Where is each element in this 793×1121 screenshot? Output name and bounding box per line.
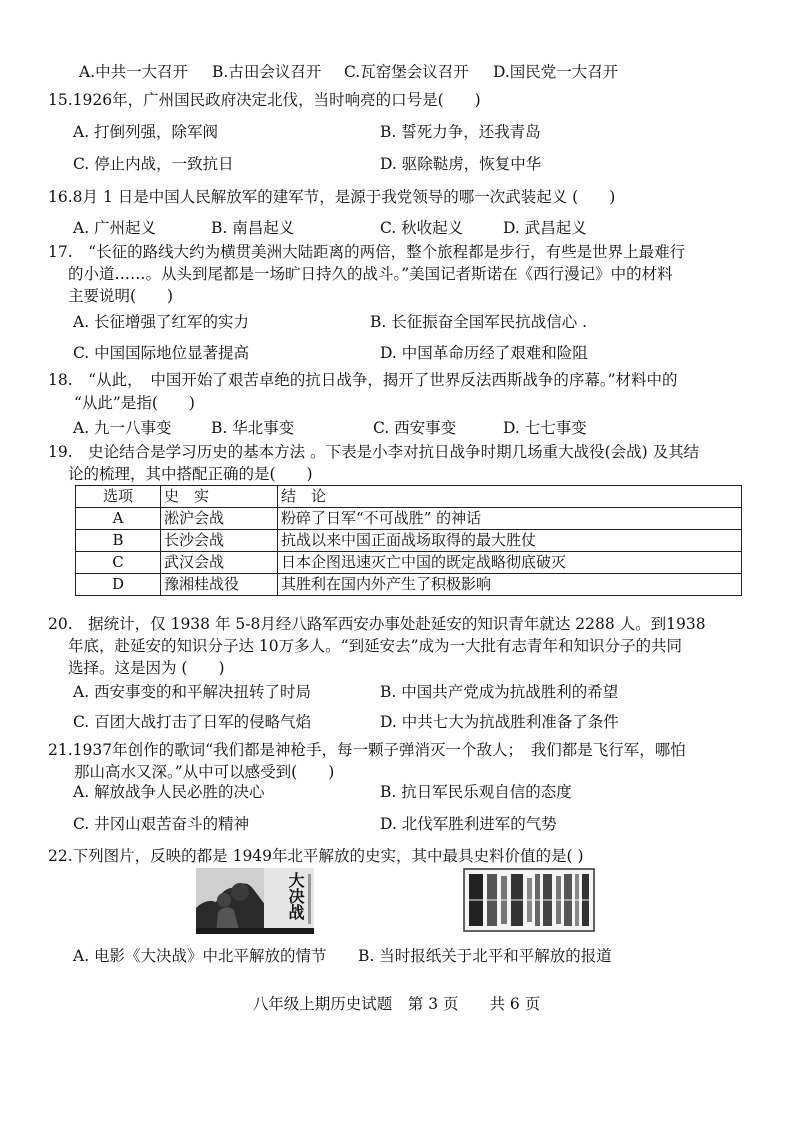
q16-option-a: A. 广州起义 [73, 219, 157, 237]
q14-option-b: B.古田会议召开 [212, 63, 322, 81]
q21-stem-line-2: 那山高水又深。”从中可以感受到( ) [74, 763, 335, 781]
table-row [76, 530, 742, 552]
q19-table [75, 485, 742, 596]
table-cell: 粉碎了日军“不可战胜” 的神话 [278, 508, 742, 530]
q14-option-d: D.国民党一大召开 [493, 63, 619, 81]
page-footer: 八年级上期历史试题 第 3 页 共 6 页 [252, 995, 541, 1013]
q19-stem-line-2: 论的梳理，其中搭配正确的是( ) [68, 465, 313, 483]
q22-stem: 22.下列图片，反映的都是 1949年北平解放的史实，其中最具史料价值的是( ) [48, 847, 584, 865]
table-header-cell: 史 实 [161, 486, 278, 508]
q17-option-d: D. 中国革命历经了艰难和险阻 [380, 344, 588, 362]
table-cell: 长沙会战 [161, 530, 278, 552]
q22-option-a: A. 电影《大决战》中北平解放的情节 [73, 947, 327, 965]
table-cell: 豫湘桂战役 [161, 574, 278, 596]
table-cell: B [76, 530, 161, 552]
newspaper-graphic [463, 868, 595, 932]
q20-stem-line-2: 年底，赴延安的知识分子达 10万多人。“到延安去”成为一大批有志青年和知识分子的共同 [68, 637, 683, 655]
q14-option-a: A.中共一大召开 [79, 63, 189, 81]
q15-option-d: D. 驱除鞑虏，恢复中华 [380, 155, 542, 173]
table-row [76, 508, 742, 530]
poster-title: 大决战 [286, 872, 305, 920]
q18-option-a: A. 九一八事变 [73, 419, 172, 437]
q20-option-c: C. 百团大战打击了日军的侵略气焰 [73, 713, 312, 731]
q16-stem: 16.8月 1 日是中国人民解放军的建军节，是源于我党领导的哪一次武装起义 ( ) [48, 188, 616, 206]
q21-option-a: A. 解放战争人民必胜的决心 [73, 783, 265, 801]
q22-option-b: B. 当时报纸关于北平和平解放的报道 [358, 947, 612, 965]
q20-stem-line-1: 20. 据统计，仅 1938 年 5-8月经八路军西安办事处赴延安的知识青年就达 2288 人。到1938 [48, 615, 706, 633]
table-cell: A [76, 508, 161, 530]
table-cell: 其胜利在国内外产生了积极影响 [278, 574, 742, 596]
q19-stem-line-1: 19. 史论结合是学习历史的基本方法 。下表是小李对抗日战争时期几场重大战役(会战) 及其结 [48, 443, 700, 461]
poster-bottom-band [196, 928, 314, 934]
table-cell: 武汉会战 [161, 552, 278, 574]
q15-option-b: B. 誓死力争，还我青岛 [380, 123, 541, 141]
q18-option-d: D. 七七事变 [503, 419, 587, 437]
q18-stem-line-2: “从此”是指( ) [74, 394, 195, 412]
q15-option-c: C. 停止内战，一致抗日 [73, 155, 234, 173]
q21-option-c: C. 井冈山艰苦奋斗的精神 [73, 815, 250, 833]
table-row [76, 552, 742, 574]
q17-stem-line-1: 17. “长征的路线大约为横贯美洲大陆距离的两倍，整个旅程都是步行，有些是世界上最难行 [48, 243, 686, 261]
table-header-cell: 选项 [76, 486, 161, 508]
table-cell: D [76, 574, 161, 596]
table-header-cell: 结 论 [278, 486, 742, 508]
q20-option-a: A. 西安事变的和平解决扭转了时局 [73, 683, 312, 701]
q21-option-b: B. 抗日军民乐观自信的态度 [380, 783, 572, 801]
newspaper-image [463, 868, 595, 932]
q17-option-c: C. 中国国际地位显著提高 [73, 344, 250, 362]
movie-poster-image [196, 868, 314, 934]
q15-option-a: A. 打倒列强，除军阀 [73, 123, 219, 141]
q14-option-c: C.瓦窑堡会议召开 [344, 63, 469, 81]
table-cell: 日本企图迅速灭亡中国的既定战略彻底破灭 [278, 552, 742, 574]
q16-option-b: B. 南昌起义 [211, 219, 295, 237]
table-cell: 抗战以来中国正面战场取得的最大胜仗 [278, 530, 742, 552]
q18-option-c: C. 西安事变 [373, 419, 457, 437]
q21-option-d: D. 北伐军胜利进军的气势 [380, 815, 557, 833]
q15-stem: 15.1926年，广州国民政府决定北伐，当时响亮的口号是( ) [48, 91, 481, 109]
table-row [76, 574, 742, 596]
q17-option-b: B. 长征振奋全国军民抗战信心 . [370, 313, 588, 331]
q20-option-d: D. 中共七大为抗战胜利准备了条件 [380, 713, 619, 731]
q16-option-d: D. 武昌起义 [503, 219, 587, 237]
q18-option-b: B. 华北事变 [211, 419, 295, 437]
q20-stem-line-3: 选择。这是因为 ( ) [68, 659, 225, 677]
q18-stem-line-1: 18. “从此， 中国开始了艰苦卓绝的抗日战争，揭开了世界反法西斯战争的序幕。”材料中的 [48, 371, 678, 389]
q17-stem-line-2: 的小道……。从头到尾都是一场旷日持久的战斗。”美国记者斯诺在《西行漫记》中的材料 [68, 265, 673, 283]
q17-option-a: A. 长征增强了红军的实力 [73, 313, 250, 331]
q21-stem-line-1: 21.1937年创作的歌词“我们都是神枪手，每一颗子弹消灭一个敌人； 我们都是飞行军，哪怕 [48, 741, 686, 759]
table-cell: 淞沪会战 [161, 508, 278, 530]
table-header-row [76, 486, 742, 508]
q16-option-c: C. 秋收起义 [380, 219, 464, 237]
table-cell: C [76, 552, 161, 574]
q17-stem-line-3: 主要说明( ) [68, 287, 174, 305]
q20-option-b: B. 中国共产党成为抗战胜利的希望 [380, 683, 619, 701]
